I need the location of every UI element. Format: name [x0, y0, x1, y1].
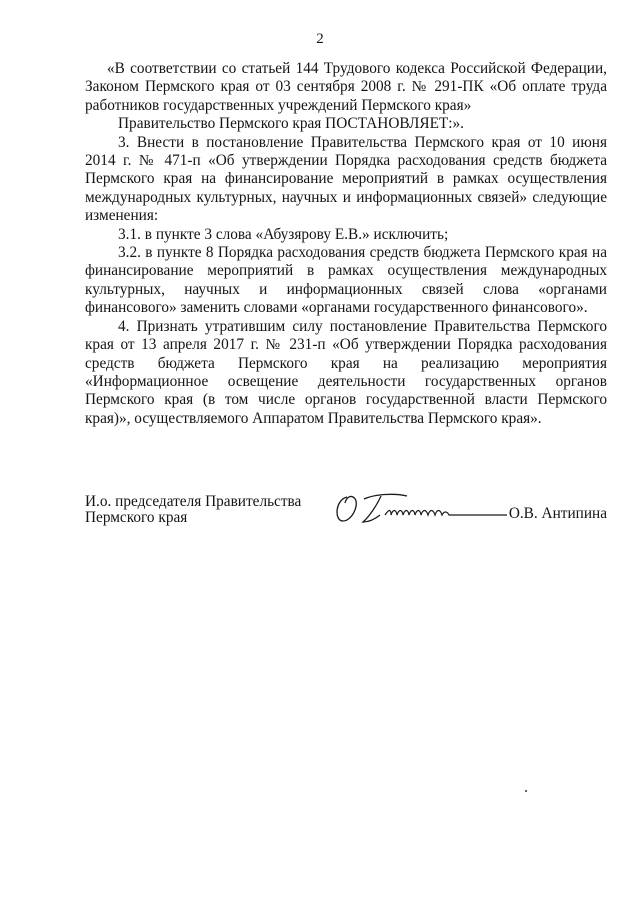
signatory-position [85, 494, 301, 526]
page-number: 2 [316, 31, 324, 47]
paragraph-item-3-1: 3.1. в пункте 3 слова «Абузярову Е.В.» исключить; [118, 225, 449, 243]
signatory-position-line-2: Пермского края [85, 509, 188, 526]
scan-dot [525, 790, 527, 792]
paragraph-item-4: 4. Признать утратившим силу постановление Правительства Пермского края от 13 апреля 2017 г. № 231-п «Об утверждении Порядка расходования средств бюджета Пермского края на реализацию мероприятия «Информационное освещение деятельности государственных органов Пермского края (в том числе органов государственной власти Пермского края)», осуществляемого Аппаратом Правительства Пермского края». [85, 317, 607, 427]
document-body [85, 60, 607, 428]
signatory-position-line-1: И.о. председателя Правительства [85, 493, 302, 510]
paragraph-resolves: Правительство Пермского края ПОСТАНОВЛЯЕТ:». [118, 115, 464, 133]
paragraph-item-3-2: 3.2. в пункте 8 Порядка расходования средств бюджета Пермского края на финансирование мероприятий в рамках осуществления международных культурных, научных и информационных связей слова «органами финансового» заменить словами «органами государственного финансового». [85, 244, 607, 317]
signature-block [85, 494, 607, 534]
paragraph-preamble: «В соответствии со статьей 144 Трудового кодекса Российской Федерации, Законом Пермского края от 03 сентября 2008 г. № 291-ПК «Об оплате труда работников государственных учреждений Пермского края» [85, 60, 607, 114]
paragraph-item-3: 3. Внести в постановление Правительства Пермского края от 10 июня 2014 г. № 471-п «Об утверждении Порядка расходования средств бюджета Пермского края на финансирование мероприятий в рамках осуществления международных культурных, научных и информационных связей» следующие изменения: [85, 133, 607, 225]
handwritten-signature [333, 491, 508, 527]
signatory-name: О.В. Антипина [508, 505, 607, 522]
